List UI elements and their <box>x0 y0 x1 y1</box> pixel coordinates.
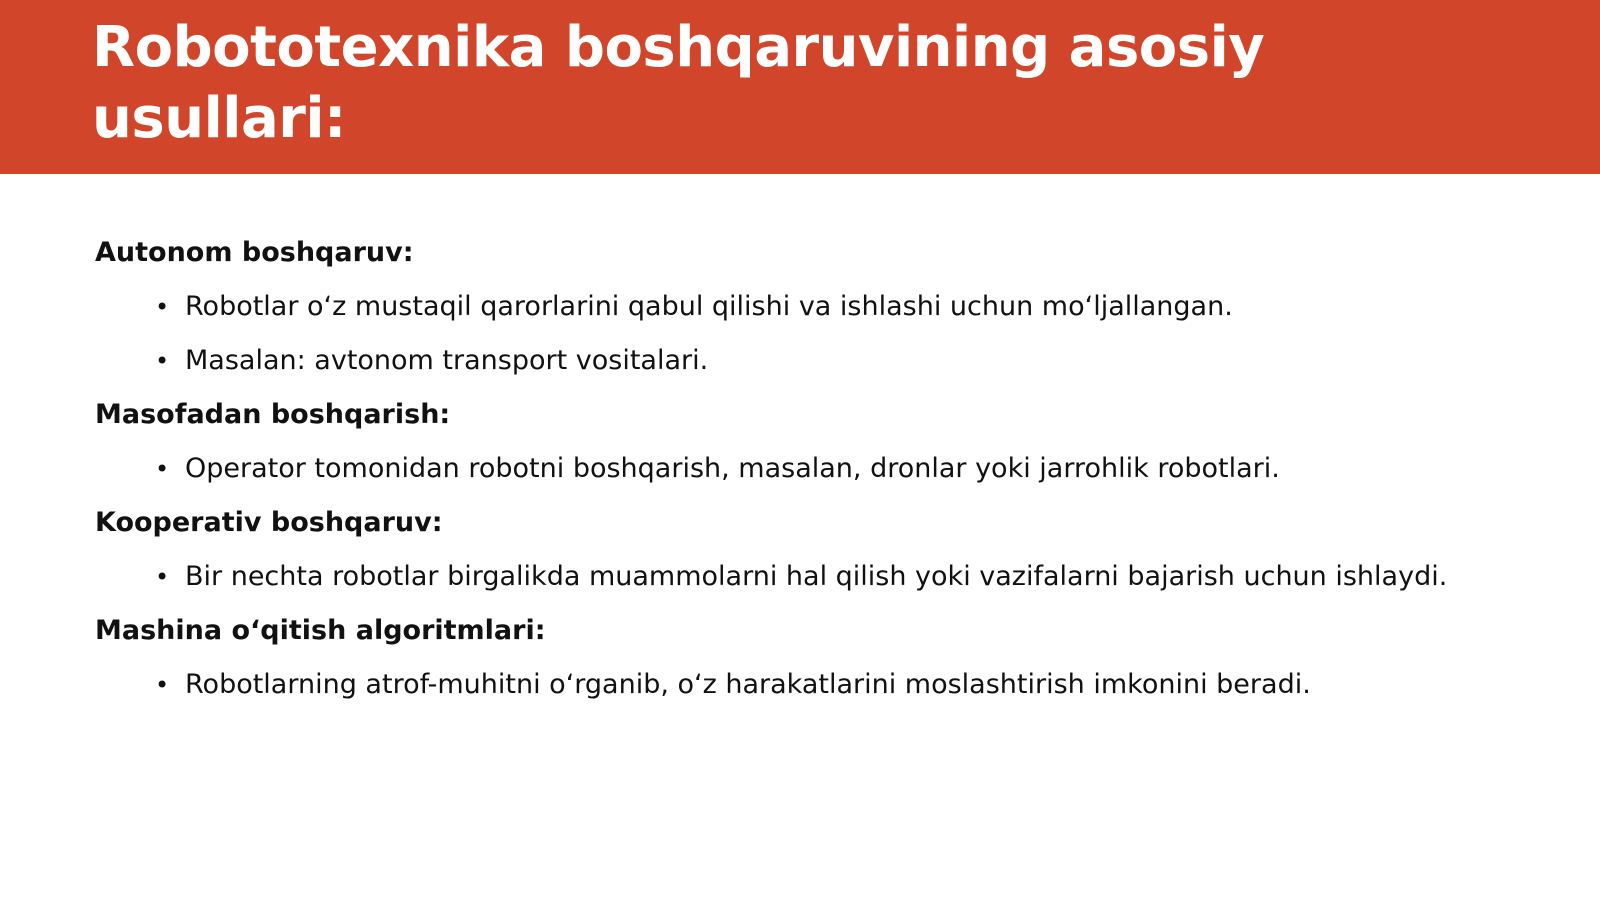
bullet-item <box>95 334 1475 388</box>
slide-content <box>95 226 1515 712</box>
bullet-text: Bir nechta robotlar birgalikda muammolarni hal qilish yoki vazifalarni bajarish uchun ishlaydi. <box>185 561 1448 592</box>
bullet-item <box>95 658 1475 712</box>
section-kooperativ <box>95 496 1515 604</box>
slide-title: Robototexnika boshqaruvining asosiy usullari: <box>92 15 1265 151</box>
bullet-list <box>95 280 1515 388</box>
bullet-text: Robotlarning atrof-muhitni oʻrganib, oʻz harakatlarini moslashtirish imkonini beradi. <box>185 669 1311 700</box>
section-heading: Kooperativ boshqaruv: <box>95 507 443 538</box>
section-heading: Masofadan boshqarish: <box>95 399 451 430</box>
bullet-text: Robotlar oʻz mustaqil qarorlarini qabul qilishi va ishlashi uchun moʻljallangan. <box>185 291 1233 322</box>
bullet-item <box>95 442 1475 496</box>
bullet-text: Operator tomonidan robotni boshqarish, masalan, dronlar yoki jarrohlik robotlari. <box>185 453 1280 484</box>
bullet-dot-icon: • <box>155 563 170 591</box>
section-masofadan <box>95 388 1515 496</box>
section-heading: Autonom boshqaruv: <box>95 237 414 268</box>
bullet-item <box>95 550 1475 604</box>
section-autonom <box>95 226 1515 388</box>
bullet-dot-icon: • <box>155 293 170 321</box>
bullet-item <box>95 280 1475 334</box>
bullet-text: Masalan: avtonom transport vositalari. <box>185 345 709 376</box>
bullet-dot-icon: • <box>155 347 170 375</box>
bullet-list <box>95 442 1515 496</box>
bullet-dot-icon: • <box>155 671 170 699</box>
section-heading: Mashina oʻqitish algoritmlari: <box>95 615 546 646</box>
title-banner <box>0 0 1600 174</box>
section-mashina-oqitish <box>95 604 1515 712</box>
bullet-list <box>95 550 1515 604</box>
bullet-dot-icon: • <box>155 455 170 483</box>
bullet-list <box>95 658 1515 712</box>
